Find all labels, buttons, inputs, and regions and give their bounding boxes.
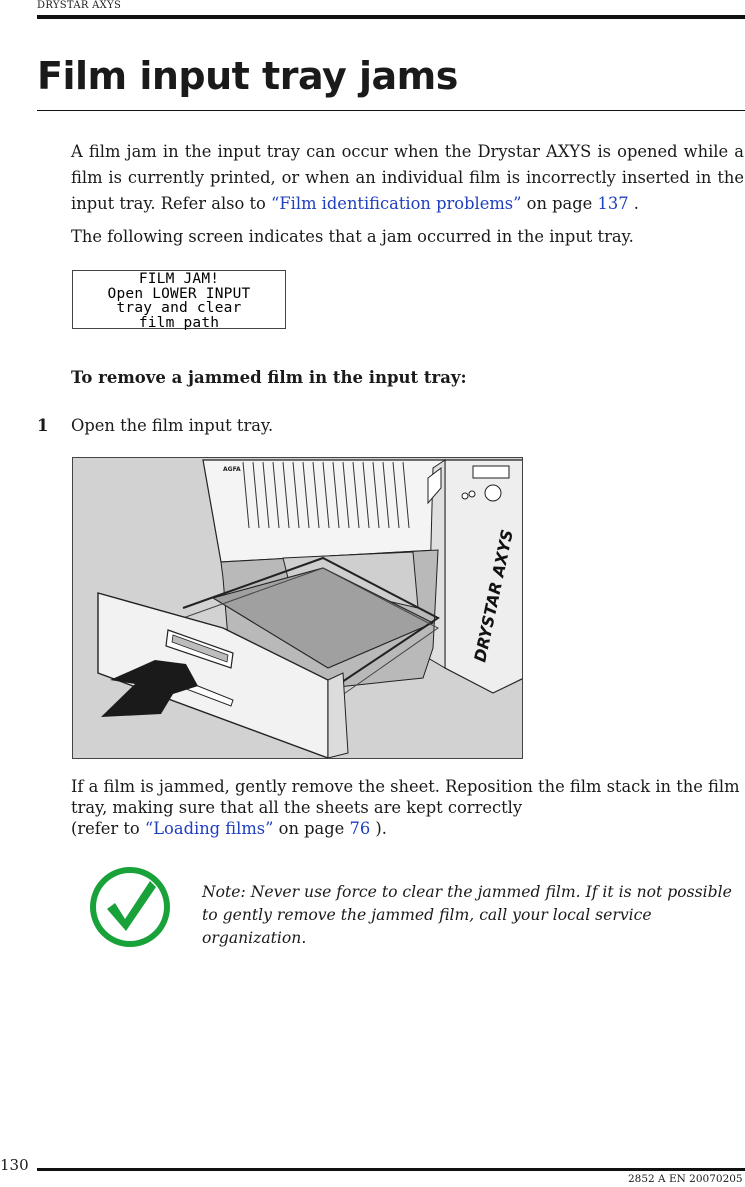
- step-text: Open the film input tray.: [71, 416, 274, 435]
- printer-drawing: [73, 458, 523, 759]
- film-identification-link[interactable]: “Film identification problems”: [271, 194, 522, 213]
- intro-paragraph: [71, 139, 744, 217]
- drystar-axys-label: DRYSTAR AXYS: [470, 527, 517, 664]
- intro-text: A film jam in the input tray can occur when the Drystar AXYS is opened while a film is currently printed, or when an individual film is incorrectly inserted in the input tray. Refer also to: [71, 142, 744, 213]
- title-rule: [37, 110, 745, 111]
- step-number: 1: [37, 416, 49, 435]
- intro-on-page: on page: [521, 194, 598, 213]
- loading-films-link[interactable]: “Loading films”: [144, 819, 274, 838]
- header-rule: [37, 15, 745, 19]
- agfa-badge: AGFA: [223, 466, 241, 473]
- screen-intro: The following screen indicates that a jam occurred in the input tray.: [71, 227, 634, 246]
- page-title: Film input tray jams: [37, 54, 458, 98]
- lcd-line-2: Open LOWER INPUT: [107, 285, 251, 302]
- page-number: 130: [0, 1156, 29, 1174]
- procedure-heading: To remove a jammed film in the input tray:: [71, 368, 467, 387]
- running-head: DRYSTAR AXYS: [37, 0, 122, 11]
- lcd-line-1: FILM JAM!: [138, 271, 220, 287]
- checkmark-icon: [88, 865, 172, 949]
- page-137-link[interactable]: 137: [597, 194, 629, 213]
- note-text: Note: Never use force to clear the jammed film. If it is not possible to gently remove the jammed film, call your local service organization.: [202, 883, 732, 947]
- footer-rule: [37, 1168, 745, 1171]
- after-step-text: If a film is jammed, gently remove the sheet. Reposition the film stack in the film tray, making sure that all the sheets are kept correctly: [71, 777, 740, 817]
- page-76-link[interactable]: 76: [349, 819, 371, 838]
- document-code: 2852 A EN 20070205: [628, 1173, 743, 1185]
- lcd-screen: [72, 270, 286, 329]
- lcd-line-3: tray and clear: [116, 300, 242, 316]
- printer-tray-illustration: [72, 457, 523, 759]
- intro-end: .: [628, 194, 639, 213]
- after-step-on-page: on page: [273, 819, 350, 838]
- after-step-end: ).: [370, 819, 387, 838]
- after-step-refer: (refer to: [71, 819, 145, 838]
- lcd-line-4: film path: [138, 314, 220, 331]
- after-step-paragraph: [71, 776, 744, 839]
